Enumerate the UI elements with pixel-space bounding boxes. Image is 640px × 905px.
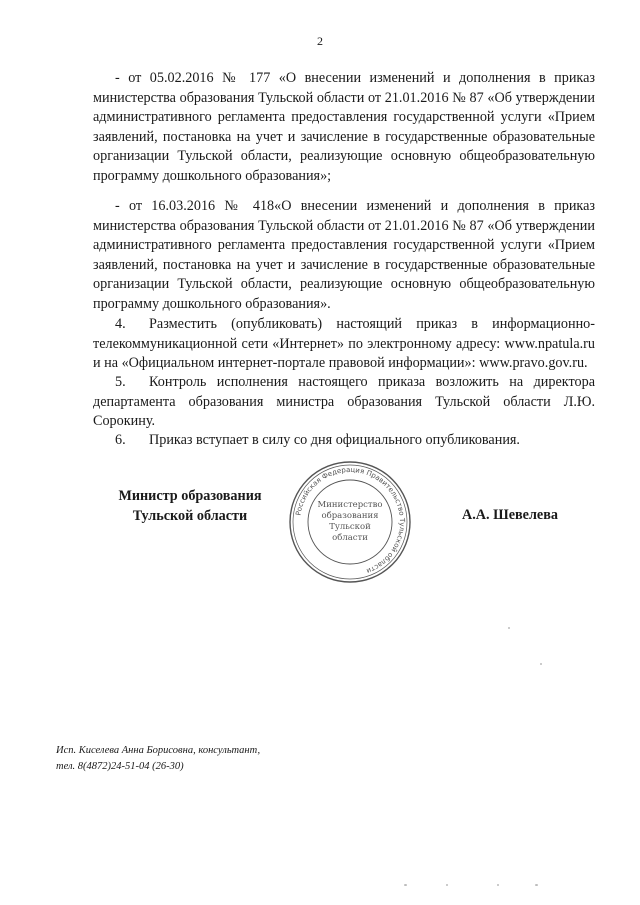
clause-5 xyxy=(93,373,595,432)
clause-4 xyxy=(93,315,595,374)
scan-speck xyxy=(446,884,448,886)
scan-speck xyxy=(404,884,407,886)
scan-speck xyxy=(540,663,542,665)
signer-name: А.А. Шевелева xyxy=(462,507,558,523)
seal-outer-text: Российская Федерация Правительство Тульской области xyxy=(294,465,407,576)
executor-info xyxy=(56,743,260,775)
signer-title-line-2: Тульской области xyxy=(132,508,248,524)
clause-4-text: Разместить (опубликовать) настоящий приказ в информационно-телекоммуникационной сети «Интернет» по электронному адресу: www.npatula.ru и на «Официальном интернет-портале правовой информации»: www.pravo.gov.ru. xyxy=(93,316,595,372)
scan-speck xyxy=(535,884,538,886)
signer-title xyxy=(110,486,270,526)
amendment-item-2-text: - от 16.03.2016 № 418«О внесении изменений и дополнения в приказ министерства образования Тульской области от 21.01.2016 № 87 «Об утверждении административного регламента предоставления государственной услуги «Прием заявлений, постановка на учет и зачисление в государственные образовательные организации Тульской области, реализующие основную общеобразовательную программу дошкольного образования». xyxy=(93,198,595,312)
executor-line-1: Исп. Киселева Анна Борисовна, консультант, xyxy=(56,745,261,756)
amendment-item-2 xyxy=(93,197,595,315)
official-seal xyxy=(287,459,413,585)
clause-6-text: Приказ вступает в силу со дня официального опубликования. xyxy=(149,432,520,448)
clause-5-text: Контроль исполнения настоящего приказа возложить на директора департамента образования министра образования Тульской области Л.Ю. Сорокину. xyxy=(93,374,595,430)
clause-6 xyxy=(93,431,595,451)
seal-inner-line-3: Тульской xyxy=(329,522,371,532)
seal-inner-line-4: области xyxy=(332,533,368,543)
executor-line-2: тел. 8(4872)24-51-04 (26-30) xyxy=(56,761,184,772)
amendment-item-1 xyxy=(93,69,595,187)
clause-6-number: 6. xyxy=(115,432,126,448)
scan-speck xyxy=(497,884,499,886)
page-number: 2 xyxy=(317,34,323,48)
clause-5-number: 5. xyxy=(115,374,126,390)
seal-inner-line-2: образования xyxy=(321,511,379,521)
clause-4-number: 4. xyxy=(115,316,126,332)
signer-title-line-1: Министр образования xyxy=(118,488,262,504)
seal-inner-line-1: Министерство xyxy=(317,500,383,510)
amendment-item-1-text: - от 05.02.2016 № 177 «О внесении изменений и дополнения в приказ министерства образования Тульской области от 21.01.2016 № 87 «Об утверждении административного регламента предоставления государственной услуги «Прием заявлений, постановка на учет и зачисление в государственные образовательные организации Тульской области, реализующие основную общеобразовательную программу дошкольного образования»; xyxy=(93,70,595,184)
scan-speck xyxy=(508,627,510,629)
